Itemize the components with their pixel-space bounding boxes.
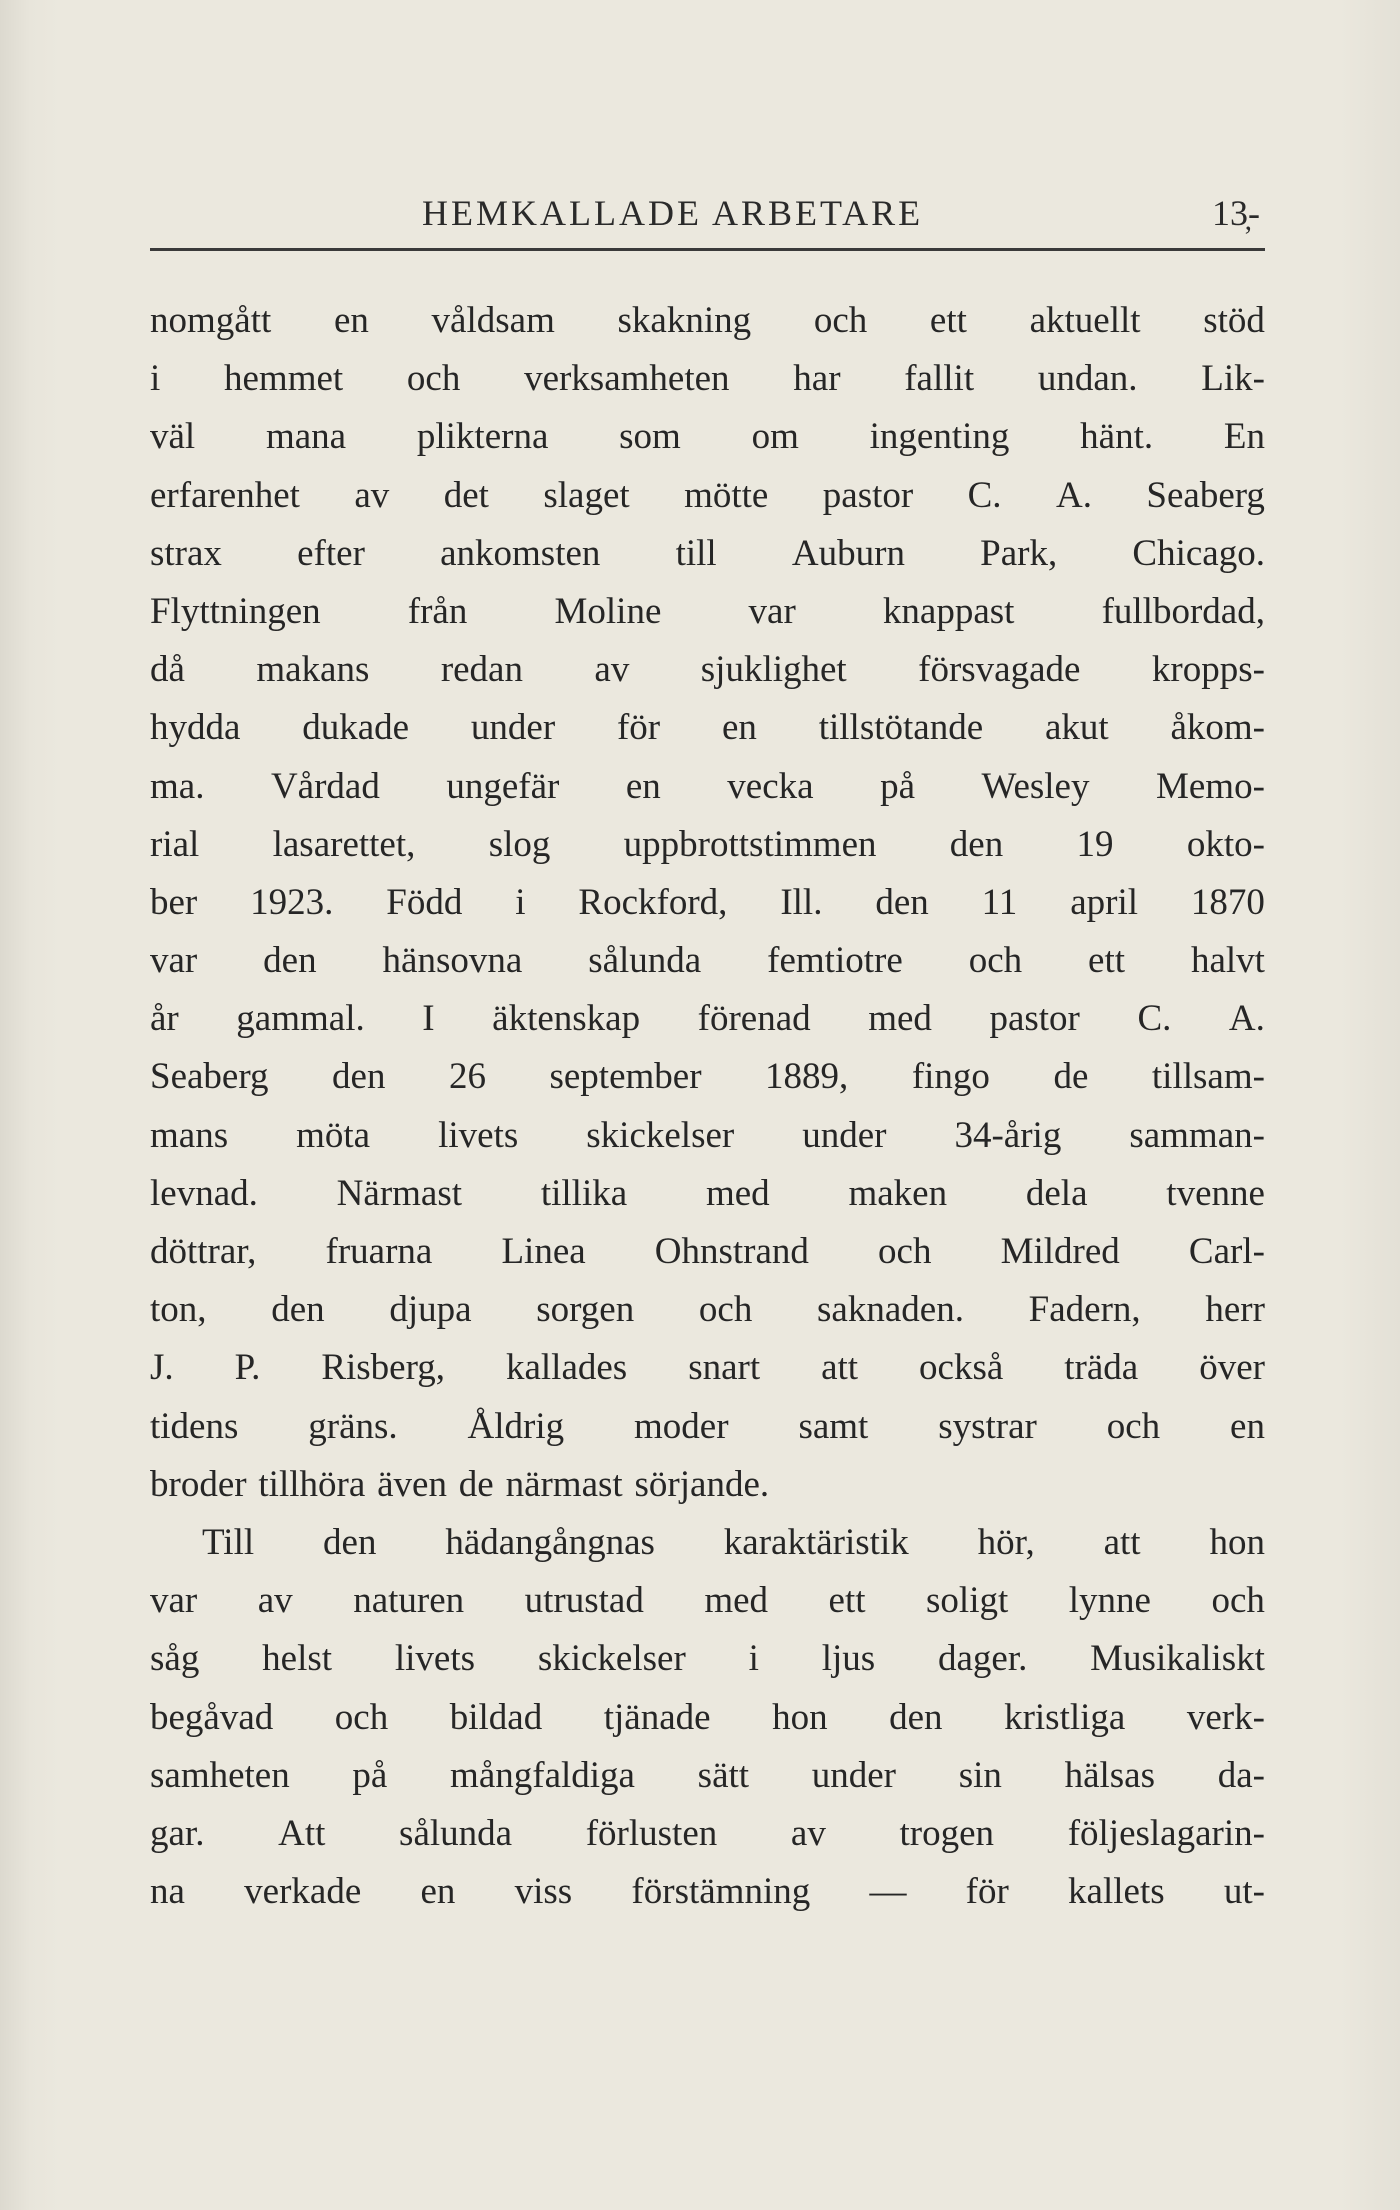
word: september <box>549 1056 702 1098</box>
word: verksamheten <box>524 358 730 400</box>
text-line <box>150 1689 1265 1747</box>
word: systrar <box>938 1405 1037 1447</box>
word: kropps- <box>1151 649 1265 691</box>
word: na <box>150 1871 185 1913</box>
word: närmast <box>505 1463 623 1505</box>
word: på <box>880 765 915 807</box>
word: trogen <box>899 1812 995 1854</box>
word: hemmet <box>224 358 344 400</box>
word: saknaden. <box>817 1289 964 1331</box>
word: 1923. <box>250 881 334 923</box>
word: dukade <box>302 707 410 749</box>
word: nomgått <box>150 300 272 341</box>
word: hänsovna <box>382 940 523 982</box>
header-rule <box>150 248 1265 251</box>
text-line <box>150 1165 1265 1223</box>
word: förstämning <box>631 1871 811 1913</box>
word: okto- <box>1186 823 1265 865</box>
word: var <box>150 1580 198 1622</box>
word: 19 <box>1076 823 1114 865</box>
word: åkom- <box>1170 707 1265 749</box>
word: och <box>406 358 461 400</box>
word: 34-årig <box>954 1114 1062 1156</box>
word: kallets <box>1068 1871 1165 1913</box>
text-line <box>150 1863 1265 1921</box>
word: gar. <box>150 1812 205 1854</box>
word: — <box>869 1871 907 1913</box>
word: fruarna <box>325 1231 433 1272</box>
word: och <box>813 300 868 341</box>
word: en <box>1230 1405 1265 1447</box>
word: soligt <box>926 1580 1009 1622</box>
word: tvenne <box>1166 1172 1265 1214</box>
word: av <box>790 1812 826 1854</box>
word: om <box>751 416 799 458</box>
word: ett <box>929 300 967 341</box>
word: A. <box>1228 998 1265 1040</box>
word: Chicago. <box>1132 532 1265 574</box>
word: Park, <box>980 532 1058 574</box>
word: Linea <box>501 1231 586 1272</box>
word: var <box>150 940 198 982</box>
word: utrustad <box>524 1580 644 1622</box>
word: över <box>1199 1347 1265 1389</box>
word: maken <box>848 1172 948 1214</box>
text-line <box>150 1514 1265 1572</box>
word: den <box>271 1289 325 1331</box>
word: C. <box>967 474 1002 516</box>
word: den <box>263 940 317 982</box>
word: dager. <box>937 1638 1028 1680</box>
word: de <box>458 1463 494 1505</box>
word: den <box>323 1521 377 1563</box>
word: Moline <box>554 590 662 632</box>
word: sålunda <box>588 940 702 982</box>
word: Seaberg <box>150 1056 269 1098</box>
word: Lik- <box>1201 358 1265 400</box>
word: Ohnstrand <box>654 1231 809 1272</box>
word: 11 <box>981 881 1018 923</box>
word: verk- <box>1186 1696 1265 1738</box>
word: Till <box>202 1521 255 1563</box>
word: lynne <box>1068 1580 1151 1622</box>
word: för <box>965 1871 1009 1913</box>
text-line <box>150 583 1265 641</box>
word: väl <box>150 416 196 458</box>
word: tjänade <box>603 1696 711 1738</box>
word: samheten <box>150 1754 290 1796</box>
word: viss <box>514 1871 573 1913</box>
word: och <box>878 1231 932 1272</box>
word: fullbordad, <box>1101 590 1265 632</box>
word: träda <box>1064 1347 1139 1389</box>
word: i <box>150 358 161 400</box>
word: kristliga <box>1004 1696 1126 1738</box>
text-line <box>150 1281 1265 1339</box>
word: pastor <box>989 998 1080 1040</box>
word: försvagade <box>918 649 1081 691</box>
word: förenad <box>697 998 811 1040</box>
word: moder <box>634 1405 729 1447</box>
word: äktenskap <box>492 998 641 1040</box>
word: ingenting <box>869 416 1010 458</box>
word: ett <box>828 1580 866 1622</box>
word: ljus <box>821 1638 876 1680</box>
word: bildad <box>449 1696 543 1738</box>
word: sätt <box>697 1754 750 1796</box>
word: levnad. <box>150 1172 258 1214</box>
word: tillstötande <box>818 707 984 749</box>
word: de <box>1053 1056 1089 1098</box>
word: akut <box>1044 707 1109 749</box>
word: av <box>594 649 630 691</box>
word: en <box>721 707 757 749</box>
word: det <box>443 474 489 516</box>
word: samt <box>798 1405 869 1447</box>
word: och <box>1211 1580 1265 1622</box>
word: karaktäristik <box>723 1521 909 1563</box>
word: kallades <box>505 1347 628 1389</box>
word: tidens <box>150 1405 239 1447</box>
word: efter <box>297 532 365 574</box>
word: skickelser <box>537 1638 686 1680</box>
word: da- <box>1217 1754 1265 1796</box>
page-number: 13̦- <box>1212 193 1260 233</box>
word: verkade <box>244 1871 362 1913</box>
word: under <box>470 707 556 749</box>
word: hydda <box>150 707 241 749</box>
word: Vårdad <box>270 765 380 807</box>
word: A. <box>1055 474 1092 516</box>
word: aktuellt <box>1029 300 1141 341</box>
word: hon <box>1209 1521 1265 1563</box>
word: broder <box>150 1463 247 1505</box>
text-line <box>150 467 1265 525</box>
word: med <box>705 1172 770 1214</box>
word: Att <box>278 1812 326 1854</box>
word: år <box>150 998 179 1040</box>
text-line <box>150 1805 1265 1863</box>
word: mötte <box>684 474 769 516</box>
word: för <box>616 707 661 749</box>
text-line <box>150 408 1265 466</box>
word: 1870 <box>1190 881 1265 923</box>
word: sin <box>958 1754 1002 1796</box>
text-line <box>150 1339 1265 1397</box>
word: och <box>968 940 1023 982</box>
word: undan. <box>1037 358 1138 400</box>
word: Fadern, <box>1028 1289 1141 1331</box>
word: att <box>821 1347 859 1389</box>
word: herr <box>1205 1289 1265 1331</box>
word: samman- <box>1129 1114 1265 1156</box>
word: C. <box>1137 998 1172 1040</box>
text-line <box>150 816 1265 874</box>
word: uppbrottstimmen <box>623 823 877 865</box>
word: möta <box>296 1114 371 1156</box>
word: hör, <box>977 1521 1035 1563</box>
word: ut- <box>1223 1871 1265 1913</box>
word: tillsam- <box>1151 1056 1265 1098</box>
word: en <box>420 1871 456 1913</box>
word: också <box>919 1347 1004 1389</box>
word: hänt. <box>1080 416 1154 458</box>
word: följeslagarin- <box>1067 1812 1265 1854</box>
word: Auburn <box>791 532 905 574</box>
word: fallit <box>904 358 975 400</box>
word: snart <box>688 1347 761 1389</box>
word: har <box>793 358 841 400</box>
word: lasarettet, <box>272 823 416 865</box>
text-line <box>150 1398 1265 1456</box>
word: sjuklighet <box>700 649 847 691</box>
word: med <box>868 998 932 1040</box>
word: och <box>698 1289 753 1331</box>
text-line <box>150 292 1265 350</box>
word: Mildred <box>1000 1231 1120 1272</box>
word: sorgen <box>536 1289 635 1331</box>
word: Flyttningen <box>150 590 321 632</box>
text-line <box>150 641 1265 699</box>
word: stöd <box>1203 300 1265 341</box>
word: I <box>422 998 435 1040</box>
word: Memo- <box>1155 765 1265 807</box>
word: den <box>949 823 1004 865</box>
word: livets <box>438 1114 519 1156</box>
word: Närmast <box>336 1172 463 1214</box>
word: under <box>811 1754 896 1796</box>
word: av <box>257 1580 293 1622</box>
word: Risberg, <box>321 1347 446 1389</box>
word: 1889, <box>765 1056 849 1098</box>
running-title: HEMKALLADE ARBETARE <box>422 193 924 233</box>
word: med <box>704 1580 769 1622</box>
word: makans <box>256 649 370 691</box>
text-line <box>150 525 1265 583</box>
word: femtiotre <box>767 940 903 982</box>
word: Åldrig <box>467 1405 565 1447</box>
word: då <box>150 649 185 691</box>
word: skakning <box>617 300 752 341</box>
word: Musikaliskt <box>1090 1638 1265 1680</box>
text-line <box>150 1747 1265 1805</box>
body-text <box>150 292 1265 1921</box>
word: ma. <box>150 765 205 807</box>
word: sörjande. <box>634 1463 770 1505</box>
word: slaget <box>543 474 630 516</box>
word: till <box>675 532 717 574</box>
text-line <box>150 990 1265 1048</box>
text-line <box>150 874 1265 932</box>
word: även <box>377 1463 447 1505</box>
word: naturen <box>353 1580 465 1622</box>
word: mångfaldiga <box>450 1754 635 1796</box>
word: P. <box>234 1347 261 1389</box>
word: 26 <box>448 1056 486 1098</box>
word: den <box>889 1696 943 1738</box>
running-head <box>150 190 1260 236</box>
word: att <box>1103 1521 1141 1563</box>
text-line <box>150 699 1265 757</box>
word: på <box>352 1754 388 1796</box>
word: erfarenhet <box>150 474 300 516</box>
word: vecka <box>727 765 814 807</box>
word: ber <box>150 881 198 923</box>
word: knappast <box>882 590 1015 632</box>
word: tillhöra <box>258 1463 366 1505</box>
text-line <box>150 1107 1265 1165</box>
word: skickelser <box>586 1114 735 1156</box>
word: under <box>802 1114 887 1156</box>
word: ett <box>1088 940 1126 982</box>
word: halvt <box>1190 940 1265 982</box>
word: förlusten <box>585 1812 718 1854</box>
word: hälsas <box>1064 1754 1155 1796</box>
word: såg <box>150 1638 200 1680</box>
word: sålunda <box>399 1812 513 1854</box>
text-line <box>150 1048 1265 1106</box>
word: Wesley <box>981 765 1090 807</box>
word: En <box>1223 416 1265 458</box>
word: strax <box>150 532 222 574</box>
word: som <box>619 416 681 458</box>
word: mans <box>150 1114 229 1156</box>
word: Seaberg <box>1146 474 1265 516</box>
word: J. <box>150 1347 174 1389</box>
word: ankomsten <box>440 532 601 574</box>
text-line <box>150 350 1265 408</box>
word: Carl- <box>1188 1231 1265 1272</box>
word: döttrar, <box>150 1231 257 1272</box>
word: gräns. <box>308 1405 398 1447</box>
word: rial <box>150 823 200 865</box>
word: djupa <box>389 1289 472 1331</box>
word: från <box>407 590 468 632</box>
text-line <box>150 1572 1265 1630</box>
text-line <box>150 1223 1265 1281</box>
word: var <box>748 590 796 632</box>
word: och <box>1106 1405 1161 1447</box>
word: fingo <box>911 1056 990 1098</box>
word: hon <box>772 1696 828 1738</box>
text-line <box>150 1456 1265 1514</box>
word: Född <box>386 881 463 923</box>
word: helst <box>262 1638 333 1680</box>
text-line <box>150 932 1265 990</box>
word: plikterna <box>416 416 549 458</box>
word: en <box>625 765 661 807</box>
word: begåvad <box>150 1696 274 1738</box>
word: våldsam <box>431 300 555 341</box>
word: hädangångnas <box>445 1521 655 1563</box>
word: ton, <box>150 1289 207 1331</box>
word: livets <box>394 1638 476 1680</box>
text-line <box>150 1630 1265 1688</box>
word: tillika <box>540 1172 628 1214</box>
word: redan <box>440 649 523 691</box>
word: mana <box>265 416 347 458</box>
word: och <box>334 1696 389 1738</box>
word: gammal. <box>236 998 365 1040</box>
word: den <box>875 881 929 923</box>
word: i <box>748 1638 759 1680</box>
word: i <box>515 881 526 923</box>
word: slog <box>488 823 551 865</box>
text-line <box>150 758 1265 816</box>
word: den <box>332 1056 386 1098</box>
word: Ill. <box>780 881 823 923</box>
word: dela <box>1025 1172 1088 1214</box>
word: pastor <box>822 474 914 516</box>
word: Rockford, <box>578 881 728 923</box>
word: april <box>1070 881 1139 923</box>
word: av <box>354 474 390 516</box>
word: ungefär <box>446 765 560 807</box>
word: en <box>333 300 369 341</box>
